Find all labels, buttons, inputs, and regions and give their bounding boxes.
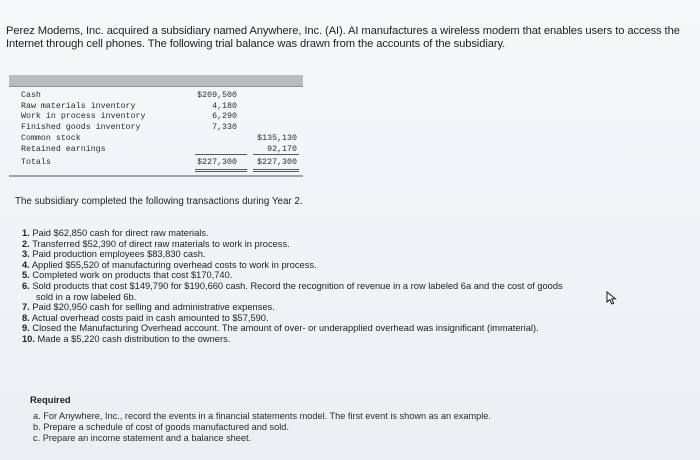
credit-total-double-rule — [253, 169, 299, 172]
item-text: Paid production employees $83,830 cash. — [32, 249, 206, 260]
item-text: Actual overhead costs paid in cash amounted to $57,590. — [31, 312, 269, 323]
list-item — [22, 239, 692, 250]
credit-amount: $135,130 — [257, 134, 297, 143]
item-number: 3. — [22, 249, 30, 260]
list-item — [22, 302, 692, 313]
list-item — [33, 433, 673, 444]
debit-amount: 6,290 — [212, 112, 237, 121]
account-name: Retained earnings — [21, 145, 106, 154]
table-row — [9, 111, 303, 122]
credit-subtotal-rule — [253, 154, 299, 155]
total-credits: $227,300 — [257, 158, 297, 167]
item-text: Prepare an income statement and a balance sheet. — [42, 433, 252, 443]
requirements-list — [33, 411, 673, 444]
item-number: 8. — [22, 312, 30, 323]
item-number: 5. — [22, 270, 30, 281]
item-letter: a. — [33, 411, 41, 421]
required-heading: Required — [30, 394, 71, 405]
item-number: 2. — [22, 238, 30, 249]
item-text: Paid $20,950 cash for selling and administrative expenses. — [32, 302, 275, 313]
table-bottom-rule — [9, 175, 303, 177]
item-text: Prepare a schedule of cost of goods manufactured and sold. — [43, 422, 289, 432]
item-text: Applied $55,520 of manufacturing overhead costs to work in process. — [31, 259, 317, 270]
table-header-bar — [9, 75, 303, 86]
transactions-intro: The subsidiary completed the following transactions during Year 2. — [15, 196, 303, 207]
list-item — [33, 411, 673, 422]
account-name: Finished goods inventory — [21, 123, 141, 132]
debit-subtotal-rule — [195, 154, 247, 155]
totals-label: Totals — [21, 158, 51, 167]
item-number: 9. — [22, 323, 30, 334]
item-number: 6. — [22, 280, 30, 291]
item-text: Completed work on products that cost $170,740. — [32, 270, 233, 281]
table-row — [9, 133, 303, 144]
table-top-rule — [9, 86, 303, 87]
table-row — [9, 122, 303, 133]
item-letter: c. — [33, 433, 41, 443]
list-item — [22, 270, 692, 281]
list-item — [22, 323, 692, 334]
debit-amount: $209,500 — [197, 91, 237, 100]
list-item — [22, 260, 692, 271]
item-text: Closed the Manufacturing Overhead account. The amount of over- or underapplied overhead was insignificant (immaterial). — [32, 323, 539, 334]
debit-amount: 7,330 — [212, 123, 237, 132]
transactions-list — [22, 228, 692, 345]
debit-amount: 4,180 — [212, 102, 237, 111]
item-continuation: sold in a row labeled 6b. — [36, 291, 137, 302]
account-name: Cash — [21, 91, 41, 100]
total-debits: $227,300 — [197, 158, 237, 167]
table-row — [9, 90, 303, 101]
list-item — [22, 334, 692, 345]
item-number: 10. — [22, 333, 35, 344]
totals-row — [9, 157, 303, 168]
list-item — [22, 228, 692, 239]
item-text: Sold products that cost $149,790 for $190,660 cash. Record the recognition of revenue in a row labeled 6a and the cost of goods — [32, 280, 563, 291]
list-item — [22, 313, 692, 324]
credit-amount: 92,170 — [267, 145, 297, 154]
account-name: Raw materials inventory — [21, 102, 136, 111]
item-text: Made a $5,220 cash distribution to the owners. — [37, 333, 231, 344]
list-item — [22, 281, 692, 302]
item-number: 7. — [22, 302, 30, 313]
debit-total-double-rule — [195, 169, 247, 172]
item-number: 4. — [22, 259, 30, 270]
item-text: For Anywhere, Inc., record the events in a financial statements model. The first event is shown as an example. — [43, 411, 491, 421]
list-item — [33, 422, 673, 433]
account-name: Common stock — [21, 134, 81, 143]
trial-balance-table — [9, 75, 303, 178]
item-letter: b. — [33, 422, 41, 432]
item-text: Paid $62,850 cash for direct raw materials. — [32, 228, 209, 238]
mouse-pointer-icon — [606, 291, 618, 305]
account-name: Work in process inventory — [21, 112, 146, 121]
intro-paragraph: Perez Modems, Inc. acquired a subsidiary named Anywhere, Inc. (AI). AI manufactures a wireless modem that enables users to access the Internet through cell phones. The following trial balance was drawn from the accounts of the subsidiary. — [6, 25, 680, 50]
item-text: Transferred $52,390 of direct raw materials to work in process. — [32, 238, 290, 249]
item-number: 1. — [22, 228, 30, 238]
list-item — [22, 249, 692, 260]
